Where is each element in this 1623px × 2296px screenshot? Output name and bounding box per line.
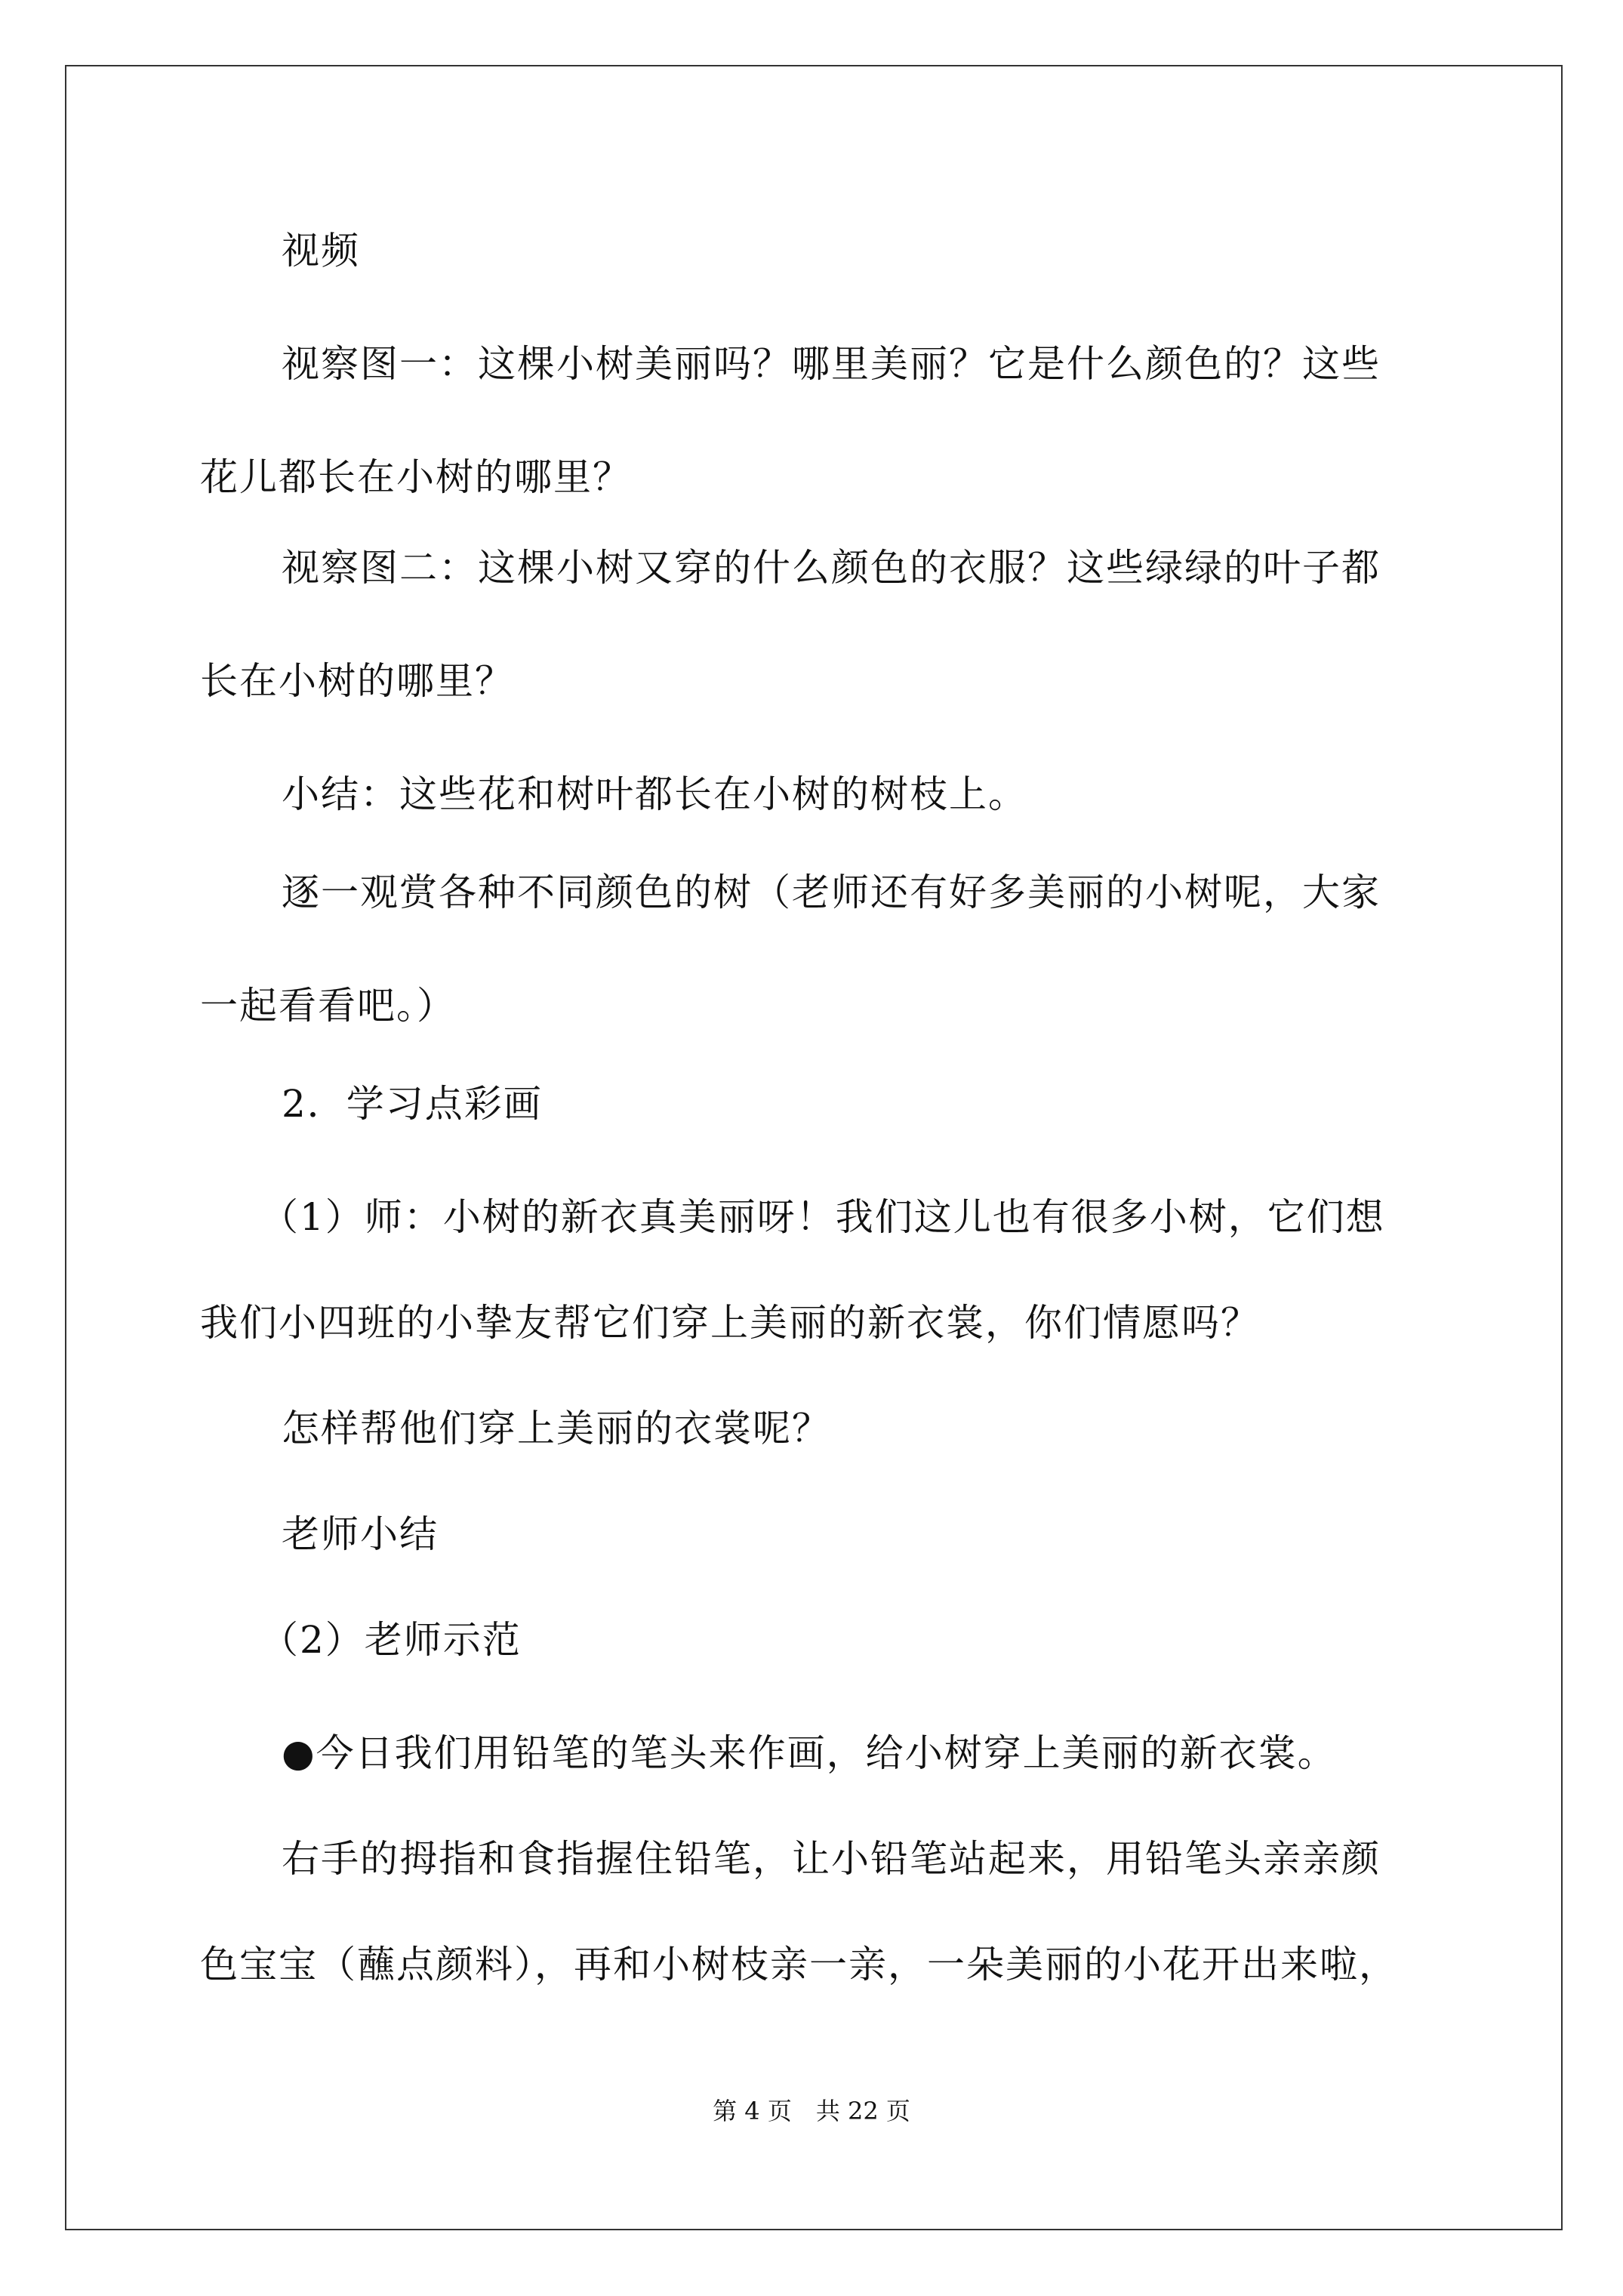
text-line: 长在小树的哪里？ [200,659,514,703]
text-line: 我们小四班的小挚友帮它们穿上美丽的新衣裳，你们情愿吗？ [200,1301,1260,1345]
page-border [65,65,1563,2230]
text-line: 视频 [282,229,360,273]
text-line: ●今日我们用铅笔的笔头来作画，给小树穿上美丽的新衣裳。 [282,1731,1337,1775]
text-line: 一起看看吧。） [200,984,456,1028]
text-line: （1）师：小树的新衣真美丽呀！我们这儿也有很多小树，它们想 [260,1195,1385,1239]
text-line: 右手的拇指和食指握住铅笔，让小铅笔站起来，用铅笔头亲亲颜 [282,1837,1381,1881]
text-line: 怎样帮他们穿上美丽的衣裳呢？ [282,1407,831,1450]
text-line: 色宝宝（蘸点颜料），再和小树枝亲一亲，一朵美丽的小花开出来啦， [200,1943,1398,1986]
text-line: 老师小结 [282,1512,439,1556]
text-line: 小结：这些花和树叶都长在小树的树枝上。 [282,772,1027,816]
page-number: 第 4 页 共 22 页 [713,2097,910,2125]
text-line: 视察图一：这棵小树美丽吗？哪里美丽？它是什么颜色的？这些 [282,342,1381,386]
text-line: 视察图二：这棵小树又穿的什么颜色的衣服？这些绿绿的叶子都 [282,546,1381,590]
text-line: （2）老师示范 [260,1618,522,1662]
text-line: 逐一观赏各种不同颜色的树（老师还有好多美丽的小树呢，大家 [282,871,1381,914]
text-line: 2．学习点彩画 [282,1082,543,1126]
text-line: 花儿都长在小树的哪里？ [200,455,632,499]
